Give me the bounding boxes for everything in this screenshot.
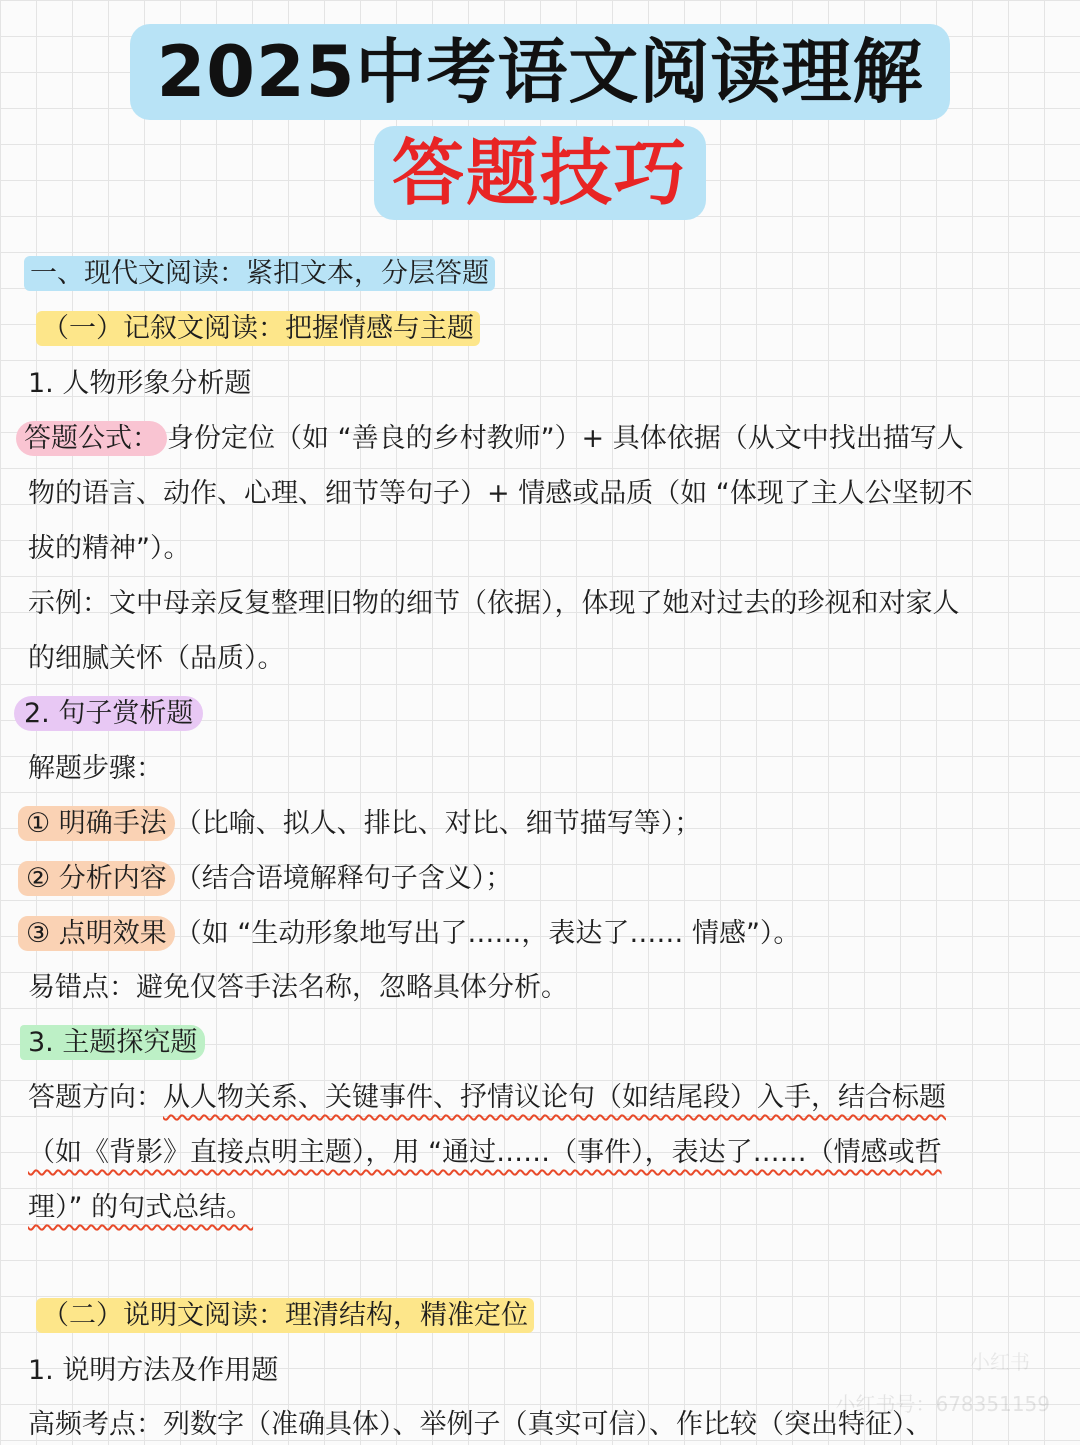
formula-line bbox=[16, 419, 964, 459]
subsection-heading-2-text: （二）说明文阅读：理清结构，精准定位 bbox=[36, 1298, 534, 1333]
formula-line-3: 拔的精神”）。 bbox=[28, 533, 191, 564]
section-heading-text: 一、现代文阅读：紧扣文本，分层答题 bbox=[24, 256, 495, 291]
step-2 bbox=[18, 859, 512, 899]
step-1-highlight: ① 明确手法 bbox=[18, 806, 175, 841]
step-3 bbox=[18, 914, 800, 954]
question-title-3 bbox=[20, 1023, 205, 1063]
question-title-3-text: 3. 主题探究题 bbox=[20, 1025, 205, 1060]
section-heading bbox=[24, 254, 495, 294]
example-line-2: 的细腻关怀（品质）。 bbox=[28, 643, 285, 674]
exam-points-line: 高频考点：列数字（准确具体）、举例子（真实可信）、作比较（突出特征）、 bbox=[28, 1409, 933, 1440]
direction-line-3 bbox=[28, 1188, 253, 1228]
subsection-heading bbox=[36, 309, 480, 349]
example-line-1: 示例：文中母亲反复整理旧物的细节（依据），体现了她对过去的珍视和对家人 bbox=[28, 588, 960, 619]
question-title-4: 1. 说明方法及作用题 bbox=[28, 1355, 279, 1386]
steps-label: 解题步骤： bbox=[28, 753, 163, 784]
direction-line-1 bbox=[28, 1078, 946, 1118]
step-1-text: （比喻、拟人、排比、对比、细节描写等）； bbox=[174, 808, 702, 839]
subsection-heading-2 bbox=[36, 1296, 534, 1336]
direction-text-1: 从人物关系、关键事件、抒情议论句（如结尾段）入手，结合标题 bbox=[163, 1082, 946, 1113]
question-title: 1. 人物形象分析题 bbox=[28, 368, 252, 399]
watermark: 小红书号：678351159 bbox=[835, 1392, 1050, 1416]
formula-text: 身份定位（如 “善良的乡村教师”）+ 具体依据（从文中找出描写人 bbox=[167, 423, 964, 454]
formula-label: 答题公式： bbox=[16, 421, 167, 456]
watermark-logo: 小红书 bbox=[970, 1350, 1030, 1374]
step-1 bbox=[18, 804, 701, 844]
question-title-2 bbox=[14, 694, 203, 734]
pitfall-note: 易错点：避免仅答手法名称，忽略具体分析。 bbox=[28, 972, 568, 1003]
question-title-2-text: 2. 句子赏析题 bbox=[14, 696, 203, 731]
direction-text-3: 理）” 的句式总结。 bbox=[28, 1192, 254, 1223]
page-subtitle: 答题技巧 bbox=[374, 126, 706, 220]
step-2-highlight: ② 分析内容 bbox=[18, 861, 175, 896]
direction-line-2 bbox=[28, 1133, 942, 1173]
direction-label: 答题方向： bbox=[28, 1082, 163, 1113]
step-3-text: （如 “生动形象地写出了……，表达了…… 情感”）。 bbox=[174, 918, 801, 949]
subsection-heading-text: （一）记叙文阅读：把握情感与主题 bbox=[36, 311, 480, 346]
step-2-text: （结合语境解释句子含义）； bbox=[174, 863, 513, 894]
page-title: 2025中考语文阅读理解 bbox=[130, 24, 950, 120]
formula-line-2: 物的语言、动作、心理、细节等句子）+ 情感或品质（如 “体现了主人公坚韧不 bbox=[28, 478, 973, 509]
step-3-highlight: ③ 点明效果 bbox=[18, 916, 175, 951]
direction-text-2: （如《背影》直接点明主题），用 “通过……（事件），表达了……（情感或哲 bbox=[28, 1137, 942, 1168]
